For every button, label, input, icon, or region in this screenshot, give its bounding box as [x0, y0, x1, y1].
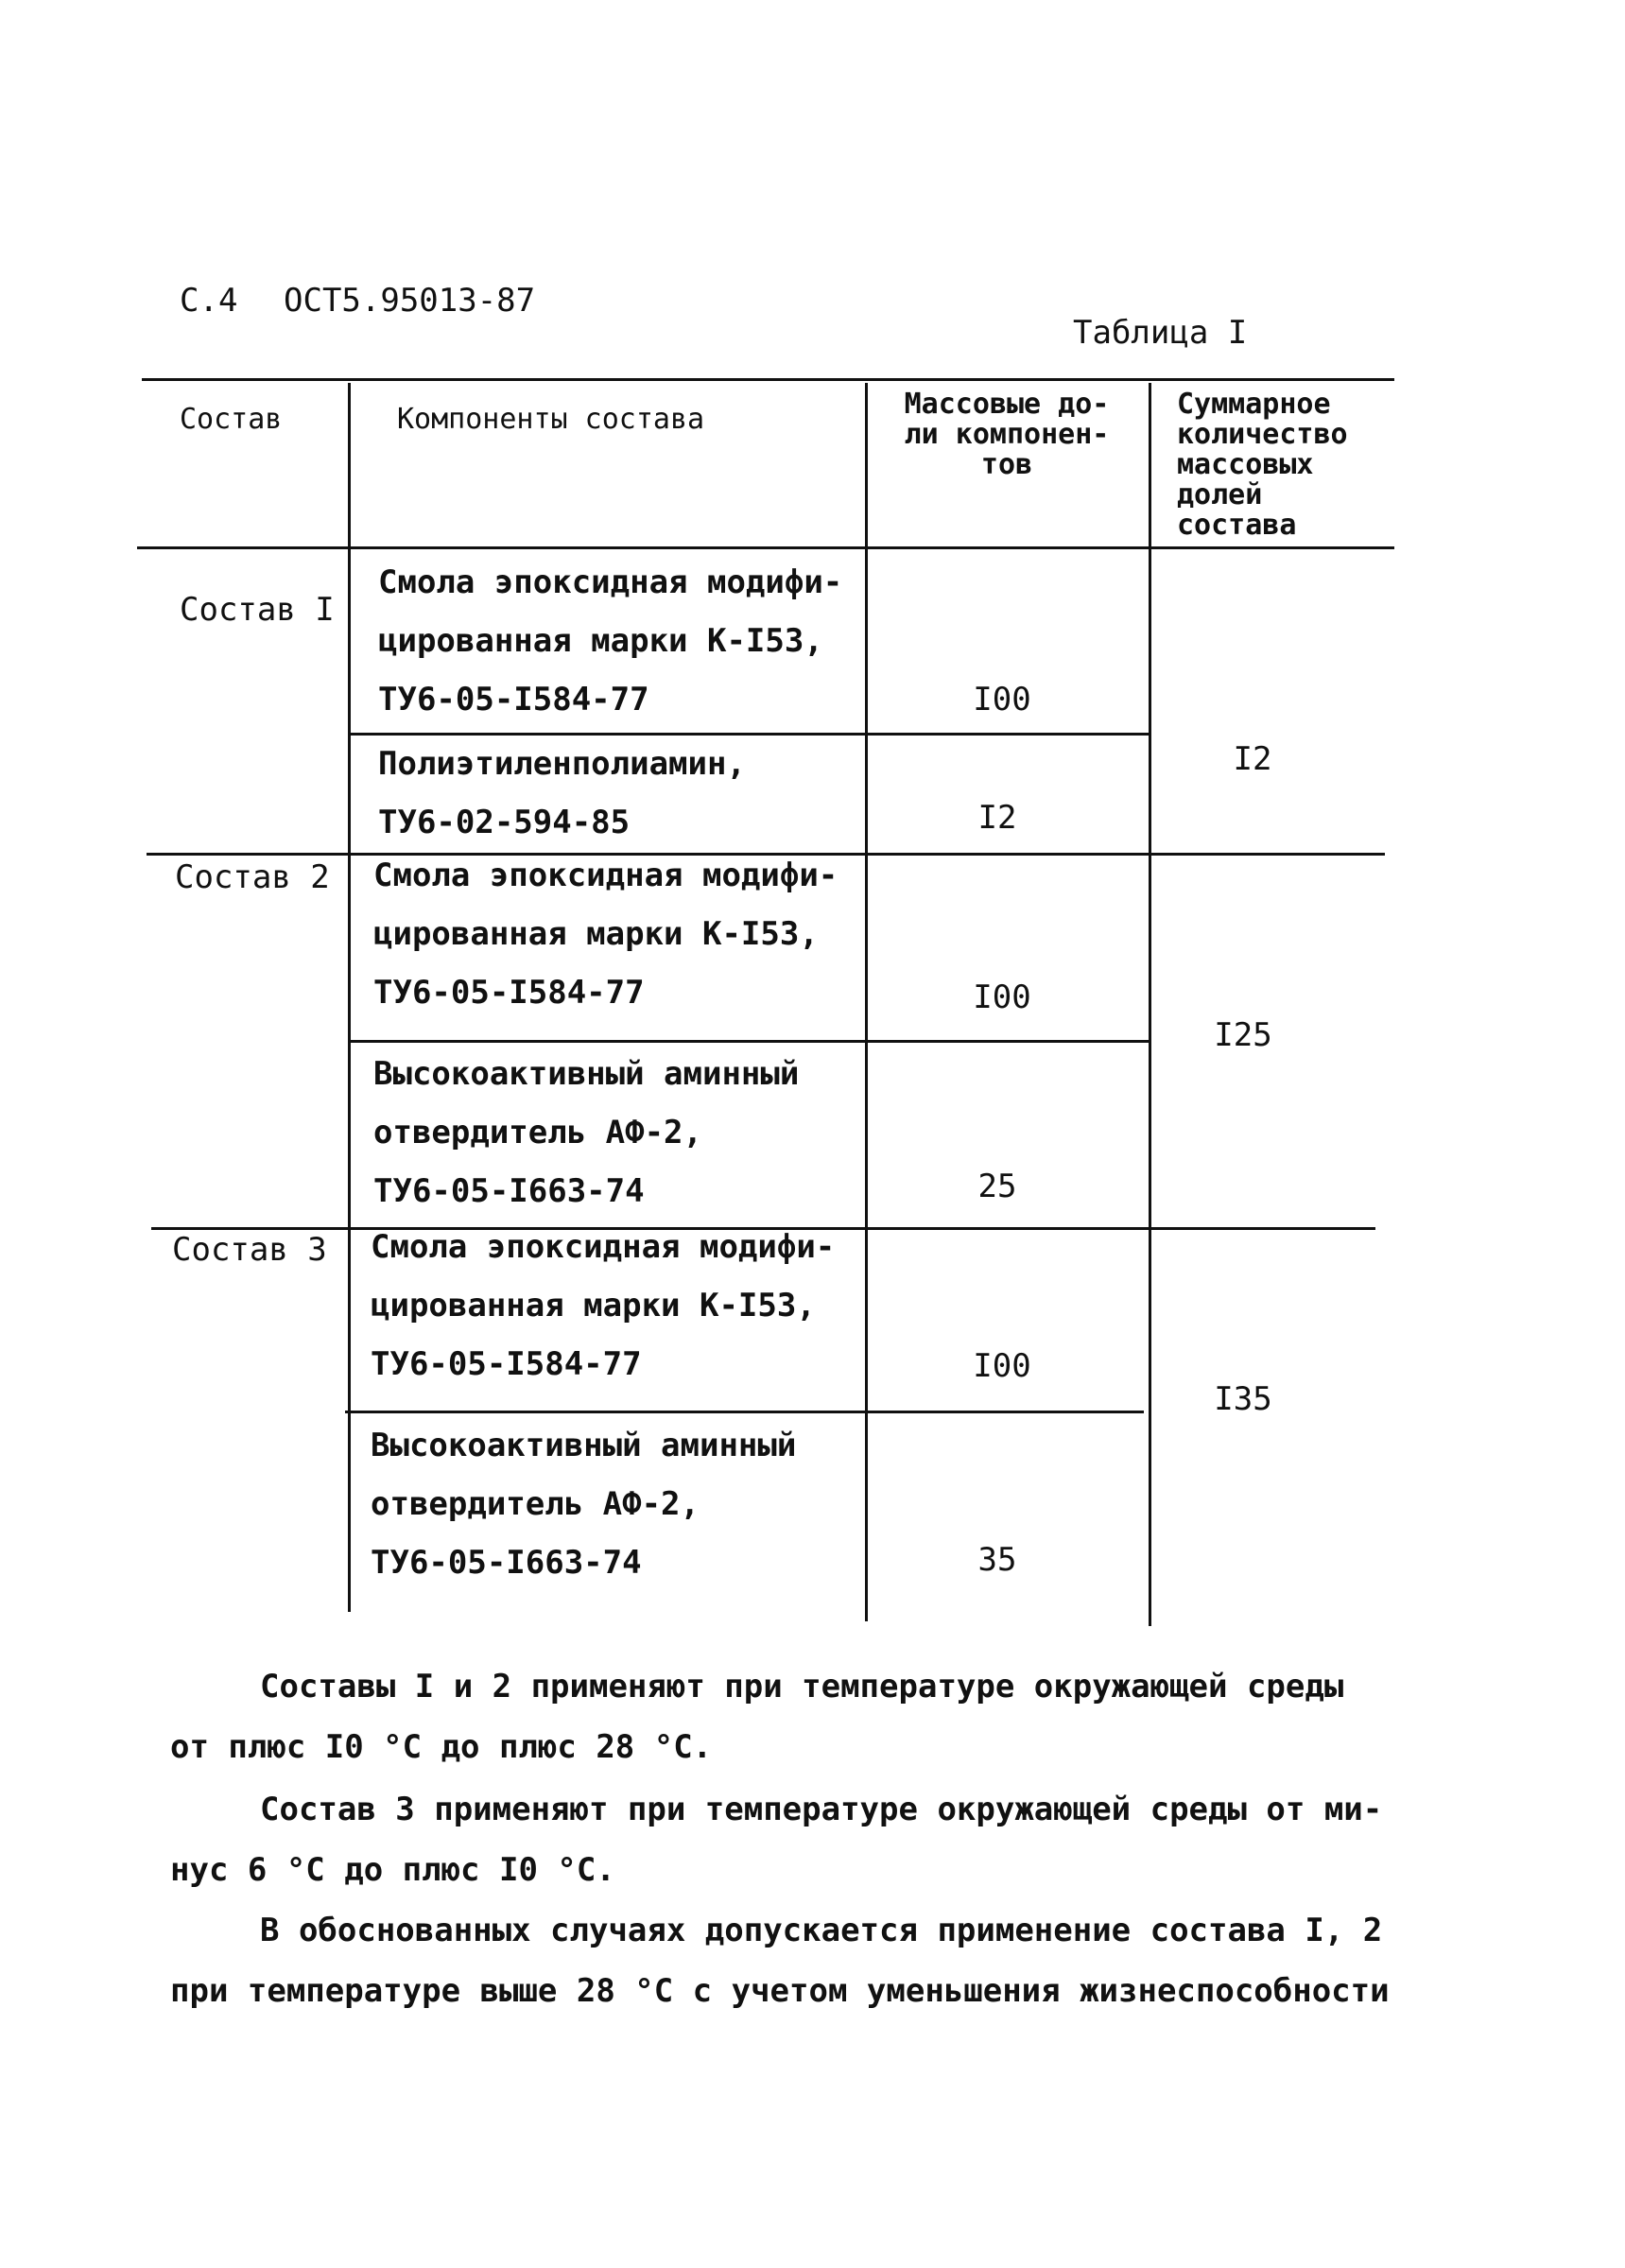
component-text: Смола эпоксидная модифи- цированная марки К-I53, ТУ6-05-I584-77: [373, 857, 838, 1012]
paragraph: [170, 1656, 1352, 1777]
header-bottom-rule: [137, 546, 1394, 549]
column-rule: [865, 383, 868, 1621]
composition-total: I25: [1214, 1016, 1272, 1054]
component-text: Полиэтиленполиамин, ТУ6-02-594-85: [378, 745, 746, 841]
column-header-mass-fractions: Массовые до- ли компонен- тов: [904, 388, 1110, 481]
document-code: ОСТ5.95013-87: [284, 282, 536, 320]
paragraph-line: Составы I и 2 применяют при температуре окружающей среды: [260, 1668, 1344, 1705]
paragraph-line: от плюс I0 °С до плюс 28 °С.: [170, 1728, 713, 1766]
row-divider: [345, 1411, 1144, 1413]
paragraph-line: при температуре выше 28 °С с учетом уменьшения жизнеспособности: [170, 1972, 1390, 2010]
column-header-sostav: Состав: [180, 403, 283, 436]
column-rule: [348, 383, 351, 1612]
composition-name: Состав 3: [172, 1231, 327, 1269]
column-header-total: Суммарное количество массовых долей состава: [1177, 388, 1348, 542]
mass-fraction: I00: [973, 681, 1031, 718]
mass-fraction: I00: [973, 978, 1031, 1016]
composition-total: I35: [1214, 1380, 1272, 1418]
table-caption: Таблица I: [1073, 314, 1248, 352]
composition-name: Состав 2: [175, 858, 330, 896]
mass-fraction: 35: [977, 1541, 1017, 1579]
component-text: Смола эпоксидная модифи- цированная марки К-I53, ТУ6-05-I584-77: [371, 1228, 836, 1383]
mass-fraction: I2: [977, 799, 1017, 837]
column-header-components: Компоненты состава: [397, 403, 705, 436]
paragraph-line: нус 6 °С до плюс I0 °С.: [170, 1851, 615, 1889]
column-rule: [1149, 383, 1151, 1626]
paragraph: [170, 1779, 1383, 1900]
paragraph-line: В обоснованных случаях допускается применение состава I, 2: [260, 1912, 1383, 1949]
composition-name: Состав I: [180, 591, 335, 629]
component-text: Смола эпоксидная модифи- цированная марки К-I53, ТУ6-05-I584-77: [378, 563, 843, 718]
composition-total: I2: [1233, 740, 1272, 778]
component-text: Высокоактивный аминный отвердитель АФ-2, ТУ6-05-I663-74: [371, 1427, 797, 1582]
mass-fraction: I00: [973, 1347, 1031, 1385]
row-divider: [348, 1040, 1149, 1043]
page-number: С.4: [180, 282, 238, 320]
paragraph-line: Состав 3 применяют при температуре окружающей среды от ми-: [260, 1791, 1383, 1828]
table-top-rule: [142, 378, 1394, 381]
paragraph: [170, 1900, 1390, 2021]
mass-fraction: 25: [977, 1168, 1017, 1205]
component-text: Высокоактивный аминный отвердитель АФ-2, ТУ6-05-I663-74: [373, 1055, 800, 1210]
